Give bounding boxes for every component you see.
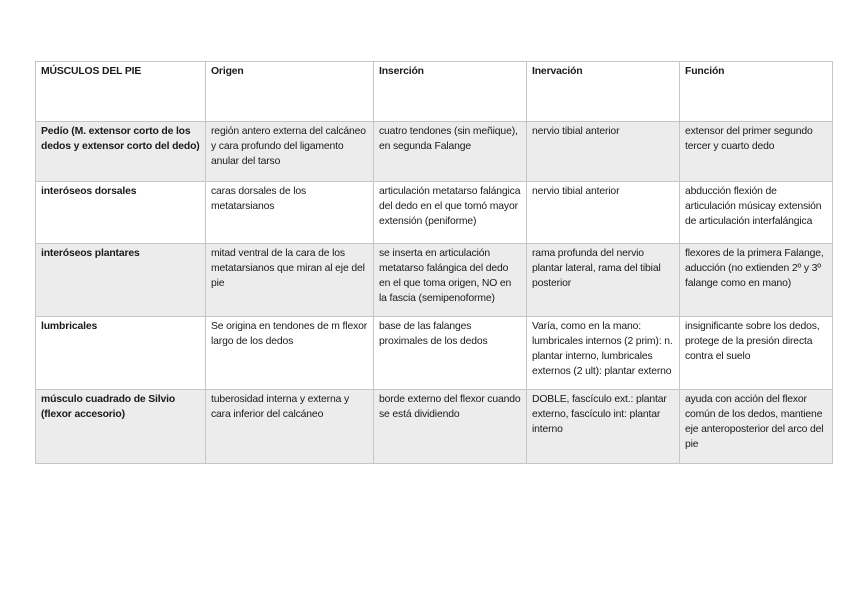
- table-row: [36, 182, 833, 244]
- function-cell: ayuda con acción del flexor común de los dedos, mantiene eje anteroposterior del arco del pie: [680, 390, 833, 464]
- muscle-name: interóseos dorsales: [36, 182, 206, 244]
- function-cell: extensor del primer segundo tercer y cuarto dedo: [680, 122, 833, 182]
- muscle-name: Pedío (M. extensor corto de los dedos y extensor corto del dedo): [36, 122, 206, 182]
- origin-cell: mitad ventral de la cara de los metatarsianos que miran al eje del pie: [206, 244, 374, 317]
- header-function: Función: [680, 62, 833, 122]
- origin-cell: caras dorsales de los metatarsianos: [206, 182, 374, 244]
- muscle-name: lumbricales: [36, 317, 206, 390]
- insertion-cell: se inserta en articulación metatarso falángica del dedo en el que toma origen, NO en la fascia (semipenoforme): [374, 244, 527, 317]
- innervation-cell: nervio tibial anterior: [527, 182, 680, 244]
- table-header-row: [36, 62, 833, 122]
- muscles-table: [35, 61, 833, 464]
- header-origin: Origen: [206, 62, 374, 122]
- insertion-cell: borde externo del flexor cuando se está dividiendo: [374, 390, 527, 464]
- table-row: [36, 244, 833, 317]
- table-row: [36, 390, 833, 464]
- function-cell: abducción flexión de articulación músicay extensión de articulación interfalángica: [680, 182, 833, 244]
- muscle-name: músculo cuadrado de Silvio (flexor accesorio): [36, 390, 206, 464]
- innervation-cell: DOBLE, fascículo ext.: plantar externo, fascículo int: plantar interno: [527, 390, 680, 464]
- innervation-cell: nervio tibial anterior: [527, 122, 680, 182]
- muscle-name: interóseos plantares: [36, 244, 206, 317]
- innervation-cell: Varía, como en la mano: lumbricales internos (2 prim): n. plantar interno, lumbricales externos (2 ult): plantar externo: [527, 317, 680, 390]
- insertion-cell: cuatro tendones (sin meñique), en segunda Falange: [374, 122, 527, 182]
- insertion-cell: articulación metatarso falángica del dedo en el que tomó mayor extensión (peniforme): [374, 182, 527, 244]
- origin-cell: Se origina en tendones de m flexor largo de los dedos: [206, 317, 374, 390]
- function-cell: insignificante sobre los dedos, protege de la presión directa contra el suelo: [680, 317, 833, 390]
- header-muscle: MÚSCULOS DEL PIE: [36, 62, 206, 122]
- origin-cell: tuberosidad interna y externa y cara inferior del calcáneo: [206, 390, 374, 464]
- innervation-cell: rama profunda del nervio plantar lateral, rama del tibial posterior: [527, 244, 680, 317]
- origin-cell: región antero externa del calcáneo y cara profundo del ligamento anular del tarso: [206, 122, 374, 182]
- table-row: [36, 122, 833, 182]
- header-innervation: Inervación: [527, 62, 680, 122]
- insertion-cell: base de las falanges proximales de los dedos: [374, 317, 527, 390]
- header-insertion: Inserción: [374, 62, 527, 122]
- function-cell: flexores de la primera Falange, aducción (no extienden 2º y 3º falange como en mano): [680, 244, 833, 317]
- table-row: [36, 317, 833, 390]
